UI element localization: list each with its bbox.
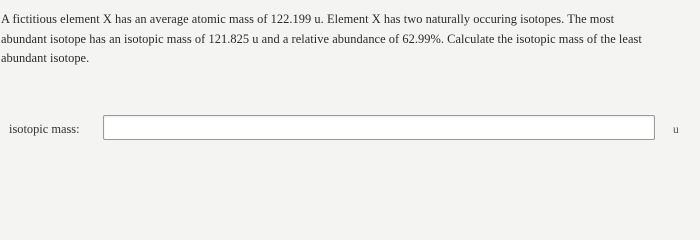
- unit-label: u: [673, 124, 679, 136]
- isotopic-mass-input[interactable]: [103, 115, 655, 140]
- answer-row: [0, 115, 700, 145]
- question-line-2: abundant isotope has an isotopic mass of 121.825 u and a relative abundance of 62.99%. Calculate the isotopic mass of the least: [1, 31, 642, 46]
- question-line-1: A fictitious element X has an average atomic mass of 122.199 u. Element X has two naturally occuring isotopes. The most: [1, 12, 615, 26]
- isotopic-mass-label: isotopic mass:: [9, 122, 80, 136]
- question-text: [1, 10, 695, 69]
- question-line-3: abundant isotope.: [1, 51, 90, 65]
